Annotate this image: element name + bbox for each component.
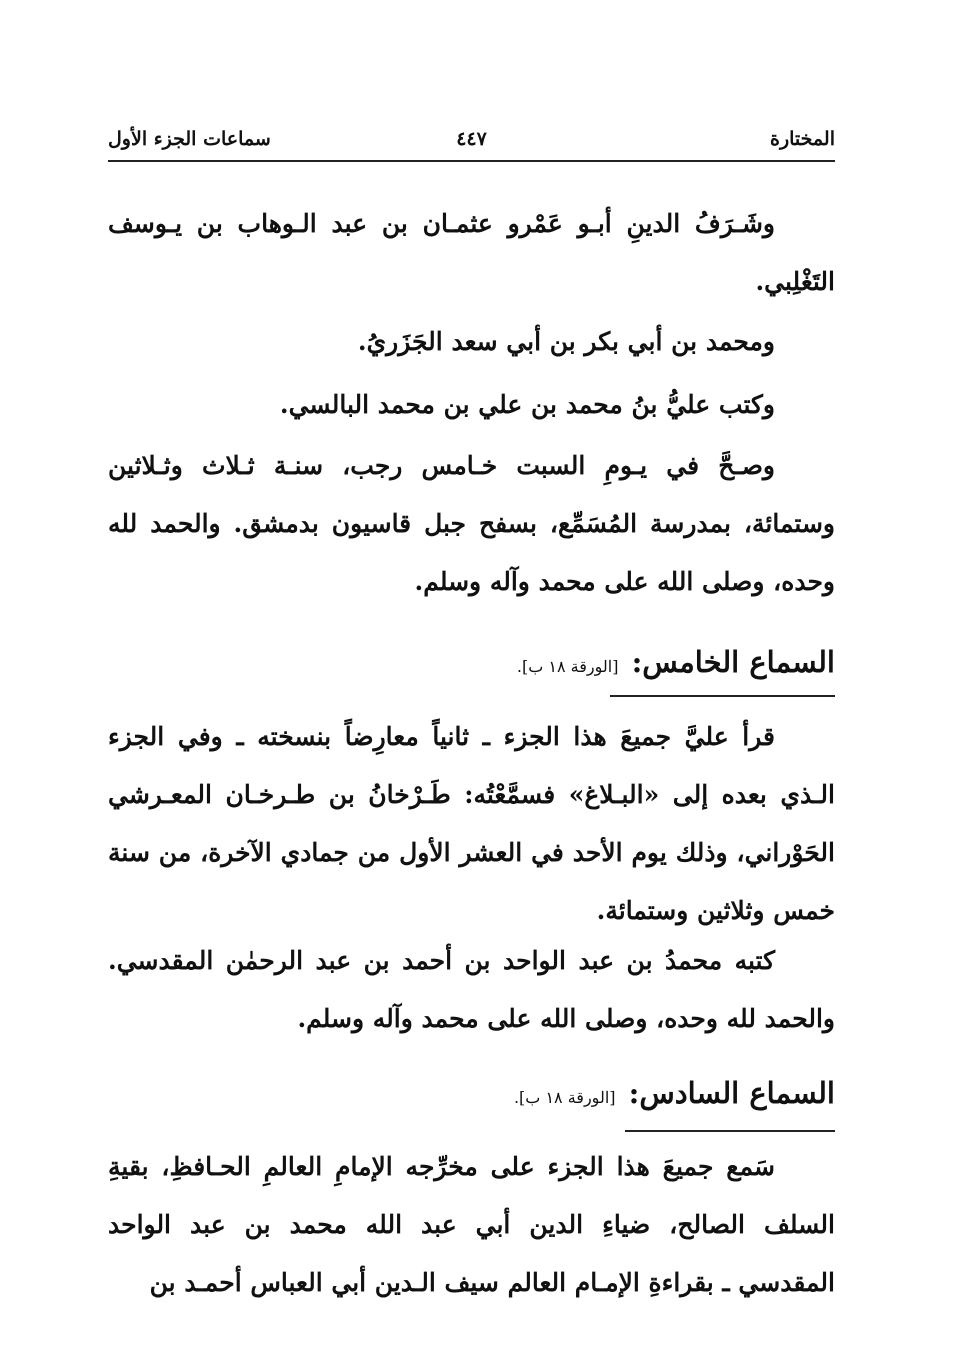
paragraph-sixth-hearing: سَمع جميعَ هذا الجزء على مخرِّجه الإمامِ العالمِ الحـافظِ، بقيةِ السلف الصالح، ضياءِ الدين أبي عبد الله محمد بن عبد الواحد المقدسي ـ بقراءةِ الإمـام العالم سيف الـدين أبي العباس أحمـد بن xyxy=(108,1152,835,1297)
paragraph-muhammad-al-jazari: ومحمد بن أبي بكر بن أبي سعد الجَزَريُ. xyxy=(357,327,775,356)
paragraph-scribe-al-balisi: وكتب عليُّ بنُ محمد بن علي بن محمد البالسي. xyxy=(279,390,775,419)
section-title-sixth: السماع السادس: xyxy=(628,1076,835,1110)
paragraph-sharaf-al-din: وشَـرَفُ الدينِ أبـو عَمْرو عثمـان بن عبد الـوهاب بن يـوسف التَغْلِبي. xyxy=(108,209,835,296)
header-section-title: سماعات الجزء الأول xyxy=(108,128,271,150)
paragraph-fifth-reading: قرأ عليَّ جميعَ هذا الجزء ـ ثانياً معارِضاً بنسخته ـ وفي الجزء الـذي بعده إلى «البـلاغ» فسمَّعْتُه: طَـرْخانُ بن طـرخـان المعـرشي الحَوْراني، وذلك يوم الأحد في العشر الأول من جمادي الآخرة، من سنة خمس وثلاثين وستمائة. xyxy=(108,722,835,925)
folio-reference-sixth: [الورقة ١٨ ب]. xyxy=(513,1088,616,1107)
paragraph-date-and-place: وصـحَّ في يـومِ السبت خـامس رجب، سنـة ثـلاث وثـلاثين وستمائة، بمدرسة المُسَمِّع، بسفح جبل قاسيون بدمشق. والحمد لله وحده، وصلى الله على محمد وآله وسلم. xyxy=(108,451,835,596)
paragraph-fifth-scribe: كتبه محمدُ بن عبد الواحد بن أحمد بن عبد الرحمٰن المقدسي. والحمد لله وحده، وصلى الله على محمد وآله وسلم. xyxy=(108,946,835,1033)
running-header xyxy=(108,120,835,160)
section-heading-fifth xyxy=(108,645,835,679)
section-heading-sixth xyxy=(108,1076,835,1110)
section-title-fifth: السماع الخامس: xyxy=(631,645,835,679)
section-underline-sixth xyxy=(625,1130,835,1132)
section-underline-fifth xyxy=(610,695,835,697)
page-number: ٤٤٧ xyxy=(456,128,487,150)
header-book-title: المختارة xyxy=(770,128,835,150)
folio-reference-fifth: [الورقة ١٨ ب]. xyxy=(516,657,619,676)
header-divider xyxy=(108,160,835,162)
